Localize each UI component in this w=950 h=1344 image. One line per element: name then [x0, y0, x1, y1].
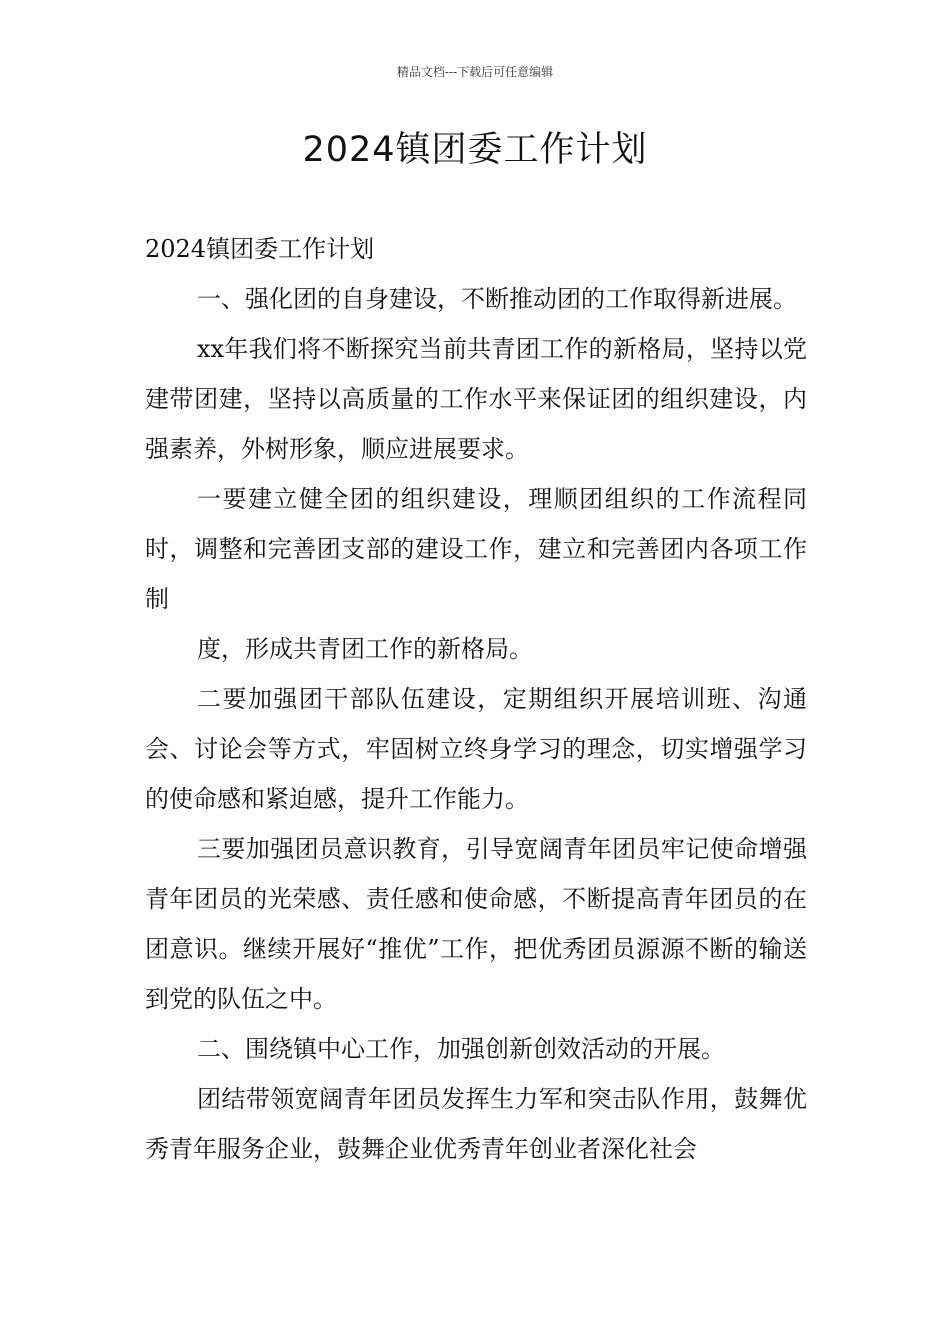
paragraph: 团结带领宽阔青年团员发挥生力军和突击队作用，鼓舞优秀青年服务企业，鼓舞企业优秀青年创业者深化社会 [145, 1085, 807, 1163]
paragraph: 三要加强团员意识教育，引导宽阔青年团员牢记使命增强青年团员的光荣感、责任感和使命感，不断提高青年团员的在团意识。继续开展好“推优”工作，把优秀团员源源不断的输送到党的队伍之中。 [145, 835, 807, 1013]
paragraph: xx年我们将不断探究当前共青团工作的新格局，坚持以党建带团建，坚持以高质量的工作水平来保证团的组织建设，内强素养，外树形象，顺应进展要求。 [145, 335, 807, 463]
paragraph-section-1: 一、强化团的自身建设，不断推动团的工作取得新进展。 [197, 285, 797, 313]
document-body [145, 224, 807, 1174]
paragraph-section-2: 二、围绕镇中心工作，加强创新创效活动的开展。 [197, 1035, 725, 1063]
document-title: 2024镇团委工作计划 [302, 130, 648, 170]
header-note: 精品文档---下载后可任意编辑 [396, 65, 554, 79]
paragraph: 二要加强团干部队伍建设，定期组织开展培训班、沟通会、讨论会等方式，牢固树立终身学习的理念，切实增强学习的使命感和紧迫感，提升工作能力。 [145, 685, 807, 813]
paragraph: 度，形成共青团工作的新格局。 [197, 635, 533, 663]
paragraph: 一要建立健全团的组织建设，理顺团组织的工作流程同时，调整和完善团支部的建设工作，建立和完善团内各项工作制 [145, 485, 807, 613]
paragraph-heading: 2024镇团委工作计划 [145, 235, 375, 263]
